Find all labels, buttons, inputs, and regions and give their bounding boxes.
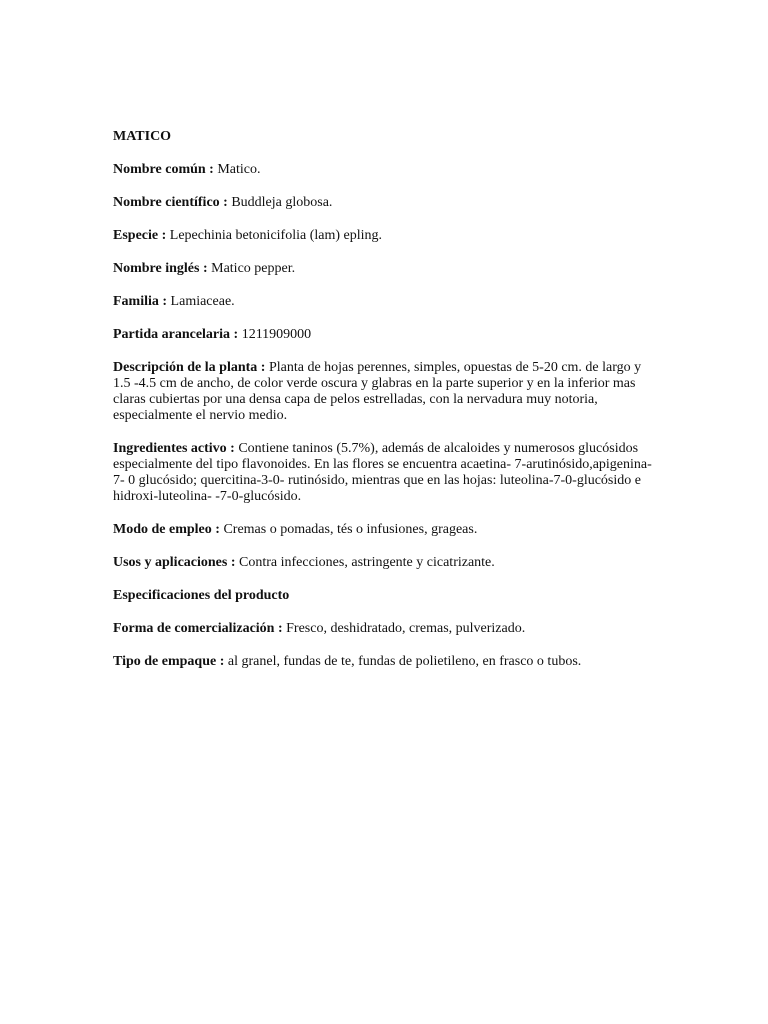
field-value: Contiene taninos (5.7%), además de alcaloides y numerosos glucósidos especialmente del tipo flavonoides. En las flores se encuentra acaetina- 7-arutinósido,apigenina-7- 0 glucósido; quercitina-3-0- rutinósido, mientras que en las hojas: luteolina-7-0-glucósido e hidroxi-luteolina- -7-0-glucósido. (113, 441, 652, 504)
section-heading: Especificaciones del producto (113, 588, 290, 603)
field-nombre-comun (113, 162, 661, 178)
field-label: Usos y aplicaciones : (113, 555, 236, 570)
field-value: Lepechinia betonicifolia (lam) epling. (166, 228, 383, 243)
field-value: Planta de hojas perennes, simples, opuestas de 5-20 cm. de largo y 1.5 -4.5 cm de ancho, de color verde oscura y glabras en la parte superior y en la inferior mas claras cubiertas por una densa capa de pelos estrelladas, con la nervadura muy notoria, especialmente el nervio medio. (113, 360, 642, 423)
document-content (113, 129, 661, 687)
field-partida-arancelaria (113, 327, 661, 343)
field-tipo-empaque (113, 654, 661, 670)
field-ingredientes (113, 441, 661, 505)
field-label: Especie : (113, 228, 167, 243)
field-modo-empleo (113, 522, 661, 538)
field-label: Partida arancelaria : (113, 327, 239, 342)
field-value: Matico. (213, 162, 261, 177)
field-label: Forma de comercialización : (113, 621, 283, 636)
field-descripcion (113, 360, 661, 424)
field-especie (113, 228, 661, 244)
field-label: Nombre común : (113, 162, 214, 177)
field-usos (113, 555, 661, 571)
field-label: Nombre científico : (113, 195, 228, 210)
field-value: Lamiaceae. (167, 294, 235, 309)
field-value: Matico pepper. (207, 261, 296, 276)
field-forma-comercializacion (113, 621, 661, 637)
field-label: Modo de empleo : (113, 522, 220, 537)
field-value: Fresco, deshidratado, cremas, pulverizado. (282, 621, 526, 636)
field-value: Cremas o pomadas, tés o infusiones, grageas. (219, 522, 478, 537)
field-value: Contra infecciones, astringente y cicatrizante. (235, 555, 495, 570)
field-label: Descripción de la planta : (113, 360, 266, 375)
field-value: 1211909000 (238, 327, 312, 342)
field-label: Familia : (113, 294, 168, 309)
field-label: Tipo de empaque : (113, 654, 225, 669)
field-value: Buddleja globosa. (227, 195, 333, 210)
field-nombre-cientifico (113, 195, 661, 211)
field-value: al granel, fundas de te, fundas de polietileno, en frasco o tubos. (224, 654, 582, 669)
document-title: MATICO (113, 129, 172, 144)
field-familia (113, 294, 661, 310)
field-label: Ingredientes activo : (113, 441, 235, 456)
field-label: Nombre inglés : (113, 261, 208, 276)
field-nombre-ingles (113, 261, 661, 277)
